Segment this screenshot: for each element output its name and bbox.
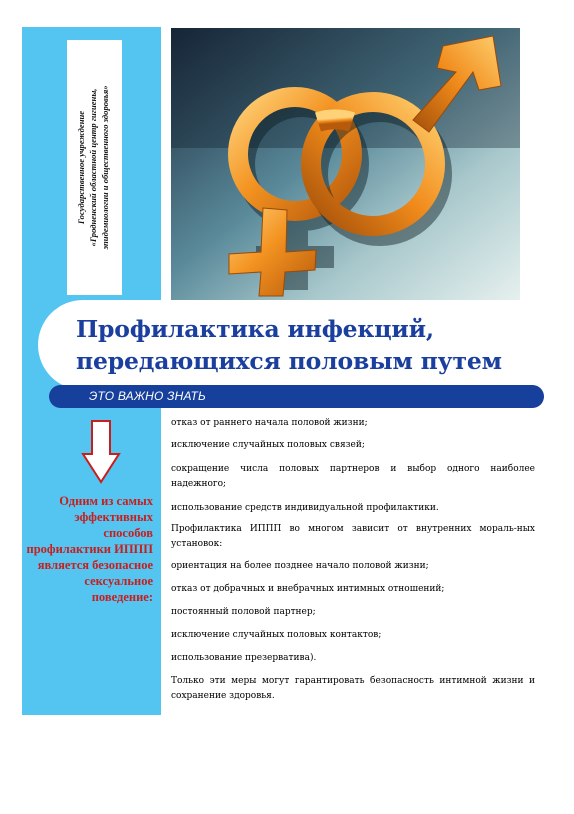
list-item: исключение случайных половых связей; <box>171 440 365 450</box>
org-line: Государственное учреждение <box>76 110 86 225</box>
list-item: использование средств индивидуальной профилактики. <box>171 503 439 513</box>
callout-text: Одним из самых эффективных способов профилактики ИППП является безопасное сексуальное поведение: <box>26 494 153 604</box>
list-item: Профилактика ИППП во многом зависит от внутренних мораль-ных установок: <box>171 524 535 549</box>
organization-card <box>67 40 122 295</box>
down-arrow-icon <box>81 420 121 484</box>
org-line: эпидемиологии и общественного здоровья» <box>100 85 110 250</box>
organization-name <box>67 40 122 295</box>
title-line-2: передающихся половым путем <box>76 347 502 375</box>
hero-image <box>171 28 520 300</box>
list-item: постоянный половой партнер; <box>171 607 316 617</box>
list-item: исключение случайных половых контактов; <box>171 630 382 640</box>
list-item: отказ от добрачных и внебрачных интимных отношений; <box>171 584 445 594</box>
list-item: использование презерватива). <box>171 653 317 663</box>
important-banner <box>49 385 544 408</box>
page-title <box>76 313 502 377</box>
banner-text: ЭТО ВАЖНО ЗНАТЬ <box>89 389 206 403</box>
title-line-1: Профилактика инфекций, <box>76 315 434 343</box>
list-item: ориентация на более позднее начало половой жизни; <box>171 561 429 571</box>
list-item: Только эти меры могут гарантировать безопасность интимной жизни и сохранение здоровья. <box>171 676 535 701</box>
list-item: отказ от раннего начала половой жизни; <box>171 418 368 428</box>
list-item: сокращение числа половых партнеров и выбор одного наиболее надежного; <box>171 464 535 489</box>
org-line: «Гродненский областной центр гигиены, <box>88 88 98 247</box>
